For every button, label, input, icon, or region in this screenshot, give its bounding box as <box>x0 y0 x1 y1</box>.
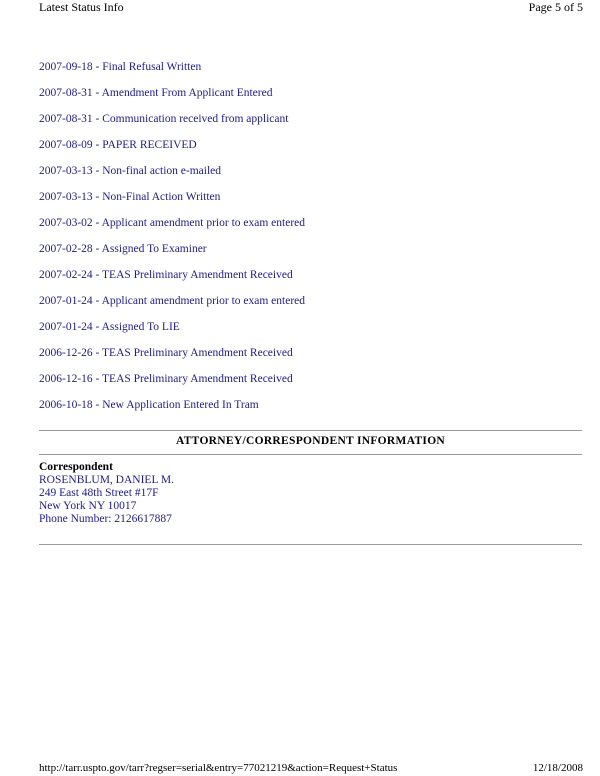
history-item: 2007-09-18 - Final Refusal Written <box>39 61 202 73</box>
history-item: 2006-12-26 - TEAS Preliminary Amendment Received <box>39 347 293 359</box>
history-item: 2007-01-24 - Assigned To LIE <box>39 321 180 333</box>
history-item: 2006-12-16 - TEAS Preliminary Amendment Received <box>39 373 293 385</box>
history-item: 2007-03-13 - Non-Final Action Written <box>39 191 221 203</box>
correspondent-street: 249 East 48th Street #17F <box>39 487 159 499</box>
correspondent-block <box>39 461 174 526</box>
history-item: 2007-01-24 - Applicant amendment prior to exam entered <box>39 295 306 307</box>
prosecution-history-list <box>39 59 305 423</box>
header-title: Latest Status Info <box>39 0 124 14</box>
history-item: 2007-03-02 - Applicant amendment prior to exam entered <box>39 217 306 229</box>
section-divider-bottom <box>39 454 582 455</box>
history-item: 2007-08-31 - Amendment From Applicant Entered <box>39 87 273 99</box>
history-item: 2006-10-18 - New Application Entered In Tram <box>39 399 259 411</box>
footer-url: http://tarr.uspto.gov/tarr?regser=serial&entry=77021219&action=Request+Status <box>39 762 398 774</box>
correspondent-city: New York NY 10017 <box>39 500 137 512</box>
correspondent-name: ROSENBLUM, DANIEL M. <box>39 474 175 486</box>
history-item: 2007-02-28 - Assigned To Examiner <box>39 243 207 255</box>
history-item: 2007-08-09 - PAPER RECEIVED <box>39 139 197 151</box>
attorney-section-title: ATTORNEY/CORRESPONDENT INFORMATION <box>175 435 446 447</box>
section-divider-top <box>39 430 582 431</box>
history-item: 2007-03-13 - Non-final action e-mailed <box>39 165 222 177</box>
history-item: 2007-08-31 - Communication received from applicant <box>39 113 289 125</box>
correspondent-label: Correspondent <box>39 461 113 473</box>
page-number: Page 5 of 5 <box>528 0 583 14</box>
section-divider-end <box>39 544 582 545</box>
correspondent-phone: Phone Number: 2126617887 <box>39 513 172 525</box>
footer-date: 12/18/2008 <box>532 762 583 774</box>
history-item: 2007-02-24 - TEAS Preliminary Amendment Received <box>39 269 293 281</box>
